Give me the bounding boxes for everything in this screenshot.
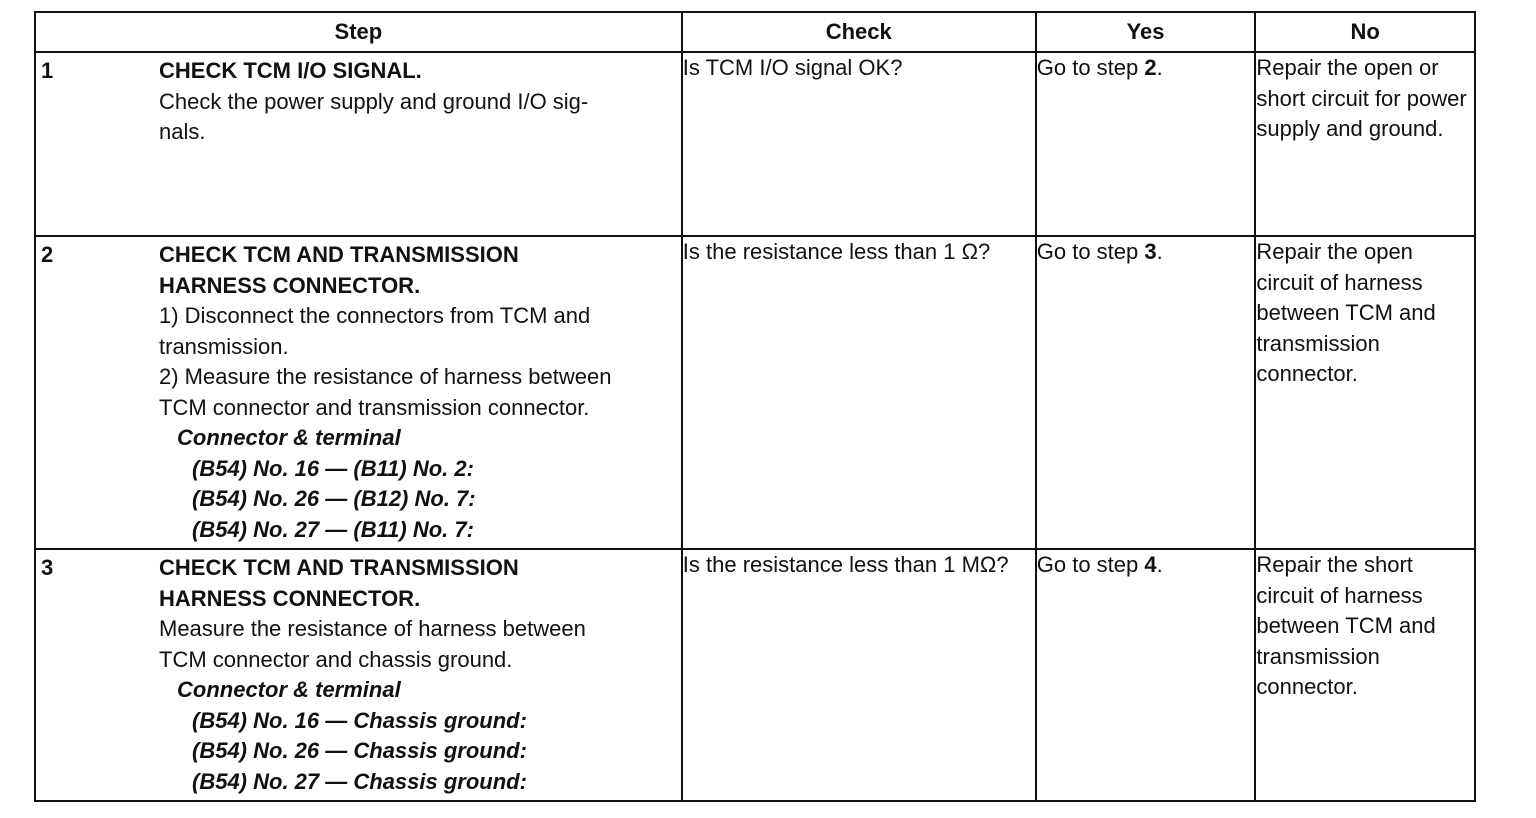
connector-item: (B54) No. 26 — (B12) No. 7: — [192, 486, 476, 511]
connector-item: (B54) No. 27 — (B11) No. 7: — [192, 516, 474, 542]
connector-heading: Connector & terminal — [177, 677, 401, 702]
step-number: 2 — [41, 242, 54, 267]
step-line: 1) Disconnect the connectors from TCM and — [159, 303, 591, 328]
yes-prefix: Go to step — [1036, 552, 1145, 577]
yes-suffix: . — [1156, 55, 1163, 80]
step-cell — [35, 52, 682, 236]
no-cell: Repair the open circuit of harness between TCM and transmission connector. — [1255, 236, 1475, 549]
header-check: Check — [682, 12, 1036, 52]
goto-step-number: 4 — [1144, 552, 1157, 577]
no-cell: Repair the open or short circuit for power supply and ground. — [1255, 52, 1475, 236]
step-title: HARNESS CONNECTOR. — [159, 272, 421, 298]
connector-item: (B54) No. 26 — Chassis ground: — [192, 738, 527, 763]
diagnostic-table — [34, 11, 1476, 802]
step-body — [36, 237, 681, 548]
step-title: HARNESS CONNECTOR. — [159, 585, 421, 611]
step-cell — [35, 549, 682, 801]
table-row — [35, 549, 1475, 801]
step-line: TCM connector and chassis ground. — [159, 646, 513, 672]
step-line: transmission. — [159, 333, 289, 359]
table-row — [35, 52, 1475, 236]
step-number: 1 — [41, 58, 54, 83]
step-title: CHECK TCM I/O SIGNAL. — [159, 58, 422, 83]
step-title: CHECK TCM AND TRANSMISSION — [159, 242, 519, 267]
connector-heading: Connector & terminal — [177, 425, 401, 450]
yes-suffix: . — [1156, 552, 1163, 577]
goto-step-number: 3 — [1144, 239, 1157, 264]
yes-suffix: . — [1156, 239, 1163, 264]
step-line: 2) Measure the resistance of harness between — [159, 364, 612, 389]
step-body — [36, 550, 681, 800]
step-cell — [35, 236, 682, 549]
connector-item: (B54) No. 16 — (B11) No. 2: — [192, 455, 474, 481]
step-title: CHECK TCM AND TRANSMISSION — [159, 555, 519, 580]
header-row — [35, 12, 1475, 52]
yes-cell — [1036, 236, 1256, 549]
yes-prefix: Go to step — [1036, 55, 1145, 80]
check-cell: Is the resistance less than 1 Ω? — [682, 236, 1036, 549]
step-line: nals. — [159, 119, 206, 144]
header-yes: Yes — [1036, 12, 1256, 52]
check-cell: Is TCM I/O signal OK? — [682, 52, 1036, 236]
header-no: No — [1255, 12, 1475, 52]
header-step: Step — [35, 12, 682, 52]
yes-prefix: Go to step — [1036, 239, 1145, 264]
step-line: Check the power supply and ground I/O sig- — [159, 88, 589, 114]
check-cell: Is the resistance less than 1 MΩ? — [682, 549, 1036, 801]
step-number: 3 — [41, 555, 54, 580]
connector-item: (B54) No. 27 — Chassis ground: — [192, 768, 527, 794]
connector-item: (B54) No. 16 — Chassis ground: — [192, 707, 527, 733]
step-line: Measure the resistance of harness between — [159, 616, 586, 641]
step-line: TCM connector and transmission connector. — [159, 394, 590, 420]
table-row — [35, 236, 1475, 549]
no-cell: Repair the short circuit of harness between TCM and transmission connector. — [1255, 549, 1475, 801]
step-body — [36, 53, 681, 151]
goto-step-number: 2 — [1144, 55, 1157, 80]
yes-cell — [1036, 549, 1256, 801]
yes-cell — [1036, 52, 1256, 236]
